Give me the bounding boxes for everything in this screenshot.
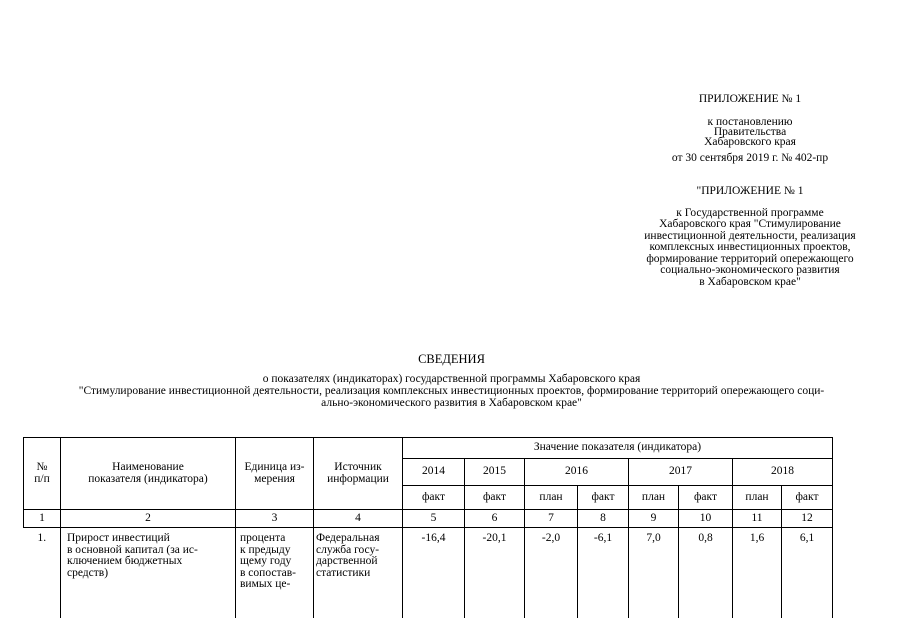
row-name-text: Прирост инвестиций в основной капитал (за ис- ключением бюджетных средств) — [67, 532, 198, 579]
column-number: 3 — [236, 510, 314, 528]
row-value: 6,1 — [782, 528, 833, 618]
column-number: 4 — [314, 510, 403, 528]
appendix-1-line: Хабаровского края — [704, 135, 796, 148]
header-year: 2014 — [403, 459, 465, 486]
header-value-group: Значение показателя (индикатора) — [403, 438, 833, 459]
header-source — [314, 438, 403, 510]
appendix-2-line: к Государственной программе — [676, 206, 824, 219]
row-value: -20,1 — [465, 528, 525, 618]
header-name — [61, 438, 236, 510]
appendix-1-block — [640, 94, 860, 164]
appendix-2-line: инвестиционной деятельности, реализация — [644, 229, 856, 242]
row-value: -2,0 — [525, 528, 578, 618]
appendix-2-title: "ПРИЛОЖЕНИЕ № 1 — [696, 185, 804, 197]
row-value: 1,6 — [733, 528, 782, 618]
header-name-text: Наименование показателя (индикатора) — [88, 461, 208, 485]
column-number-row — [24, 510, 833, 528]
header-num — [24, 438, 61, 510]
appendix-1-line: Правительства — [713, 125, 787, 138]
heading-line: "Стимулирование инвестиционной деятельности, реализация комплексных инвестиционных проектов, формирование территорий опережающего соци- — [78, 385, 825, 397]
appendix-2-line: комплексных инвестиционных проектов, — [649, 241, 851, 253]
row-source — [314, 528, 403, 618]
column-number: 5 — [403, 510, 465, 528]
header-year: 2018 — [733, 459, 833, 486]
page-title: СВЕДЕНИЯ — [418, 352, 485, 366]
column-number: 7 — [525, 510, 578, 528]
row-num-text: 1. — [37, 532, 47, 544]
column-number: 6 — [465, 510, 525, 528]
row-value: -6,1 — [578, 528, 629, 618]
header-sub: факт — [578, 486, 629, 510]
header-sub: факт — [465, 486, 525, 510]
header-sub: план — [629, 486, 679, 510]
header-year: 2017 — [629, 459, 733, 486]
row-unit-text: процента к предыду щему году в сопостав- вимых це- — [240, 532, 296, 590]
column-number: 10 — [679, 510, 733, 528]
indicators-table — [23, 437, 833, 618]
header-source-text: Источник информации — [327, 461, 389, 485]
column-number: 2 — [61, 510, 236, 528]
column-number: 11 — [733, 510, 782, 528]
header-sub: план — [733, 486, 782, 510]
row-unit — [236, 528, 314, 618]
header-num-text: № п/п — [34, 461, 50, 485]
column-number: 12 — [782, 510, 833, 528]
header-unit — [236, 438, 314, 510]
heading-line: ально-экономического развития в Хабаровском крае" — [321, 397, 582, 409]
header-sub: факт — [782, 486, 833, 510]
table-row — [24, 528, 833, 618]
heading-line: о показателях (индикаторах) государственной программы Хабаровского края — [262, 373, 641, 385]
appendix-2-block — [615, 186, 885, 288]
column-number: 1 — [24, 510, 61, 528]
header-sub: факт — [679, 486, 733, 510]
appendix-1-date: от 30 сентября 2019 г. № 402-пр — [671, 151, 829, 164]
appendix-2-line: Хабаровского края "Стимулирование — [659, 218, 841, 230]
row-source-text: Федеральная служба госу- дарственной статистики — [316, 532, 380, 579]
appendix-2-line: социально-экономического развития — [660, 264, 840, 276]
document-heading — [23, 353, 880, 409]
column-number: 9 — [629, 510, 679, 528]
appendix-2-line: в Хабаровском крае" — [699, 275, 801, 288]
header-year: 2015 — [465, 459, 525, 486]
appendix-2-line: формирование территорий опережающего — [646, 252, 854, 265]
row-value: 0,8 — [679, 528, 733, 618]
appendix-1-title: ПРИЛОЖЕНИЕ № 1 — [698, 93, 802, 105]
header-unit-text: Единица из- мерения — [244, 461, 305, 485]
row-value: 7,0 — [629, 528, 679, 618]
row-num — [24, 528, 61, 618]
header-sub: факт — [403, 486, 465, 510]
header-year: 2016 — [525, 459, 629, 486]
row-name — [61, 528, 236, 618]
column-number: 8 — [578, 510, 629, 528]
row-value: -16,4 — [403, 528, 465, 618]
appendix-1-line: к постановлению — [707, 115, 793, 128]
header-sub: план — [525, 486, 578, 510]
